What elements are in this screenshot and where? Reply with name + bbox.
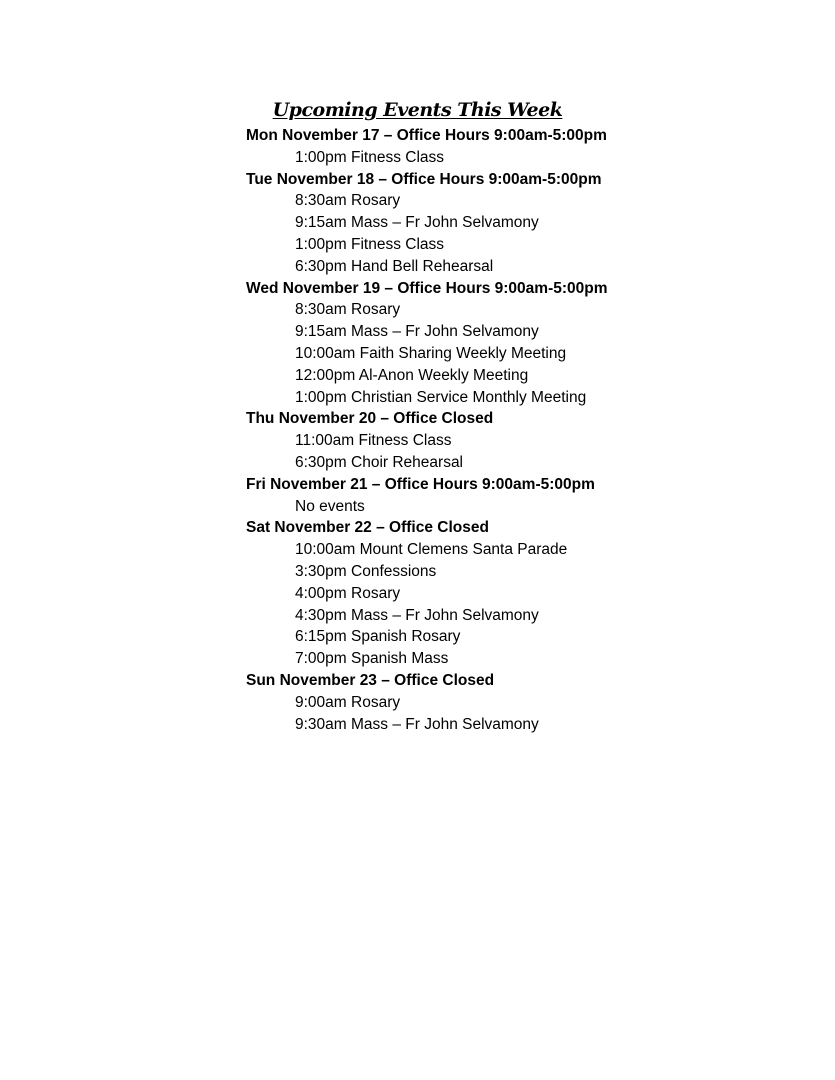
event-item: 10:00am Mount Clemens Santa Parade [295,541,568,559]
event-item: 9:00am Rosary [295,693,401,711]
event-item: 6:30pm Hand Bell Rehearsal [295,257,494,275]
day-block [246,278,806,409]
day-header: Sat November 22 – Office Closed [246,519,489,537]
day-header: Wed November 19 – Office Hours 9:00am-5:00pm [246,279,608,297]
event-item: No events [295,497,365,515]
weekly-schedule [246,125,806,735]
event-item: 4:30pm Mass – Fr John Selvamony [295,606,539,624]
event-item: 1:00pm Fitness Class [295,235,445,253]
day-header: Mon November 17 – Office Hours 9:00am-5:00pm [246,127,607,144]
day-block [246,670,806,735]
event-item: 9:15am Mass – Fr John Selvamony [295,323,539,341]
event-item: 10:00am Faith Sharing Weekly Meeting [295,344,567,362]
day-block [246,408,806,473]
event-item: 9:15am Mass – Fr John Selvamony [295,214,539,232]
event-item: 8:30am Rosary [295,301,401,319]
event-item: 8:30am Rosary [295,192,401,210]
day-block [246,169,806,278]
event-item: 3:30pm Confessions [295,562,437,580]
page-title: Upcoming Events This Week [272,99,563,121]
day-header: Tue November 18 – Office Hours 9:00am-5:00pm [246,170,602,188]
day-header: Fri November 21 – Office Hours 9:00am-5:00pm [246,475,595,493]
event-item: 1:00pm Fitness Class [295,148,445,166]
event-item: 6:15pm Spanish Rosary [295,628,461,646]
day-header: Sun November 23 – Office Closed [246,671,495,689]
day-block [246,474,806,518]
event-item: 12:00pm Al-Anon Weekly Meeting [295,366,529,384]
day-header: Thu November 20 – Office Closed [246,410,494,428]
day-block [246,125,806,169]
day-block [246,517,806,670]
event-item: 9:30am Mass – Fr John Selvamony [295,715,539,733]
event-item: 4:00pm Rosary [295,584,401,602]
event-item: 6:30pm Choir Rehearsal [295,453,464,471]
event-item: 11:00am Fitness Class [295,432,452,450]
event-item: 7:00pm Spanish Mass [295,650,449,668]
event-item: 1:00pm Christian Service Monthly Meeting [295,388,587,406]
